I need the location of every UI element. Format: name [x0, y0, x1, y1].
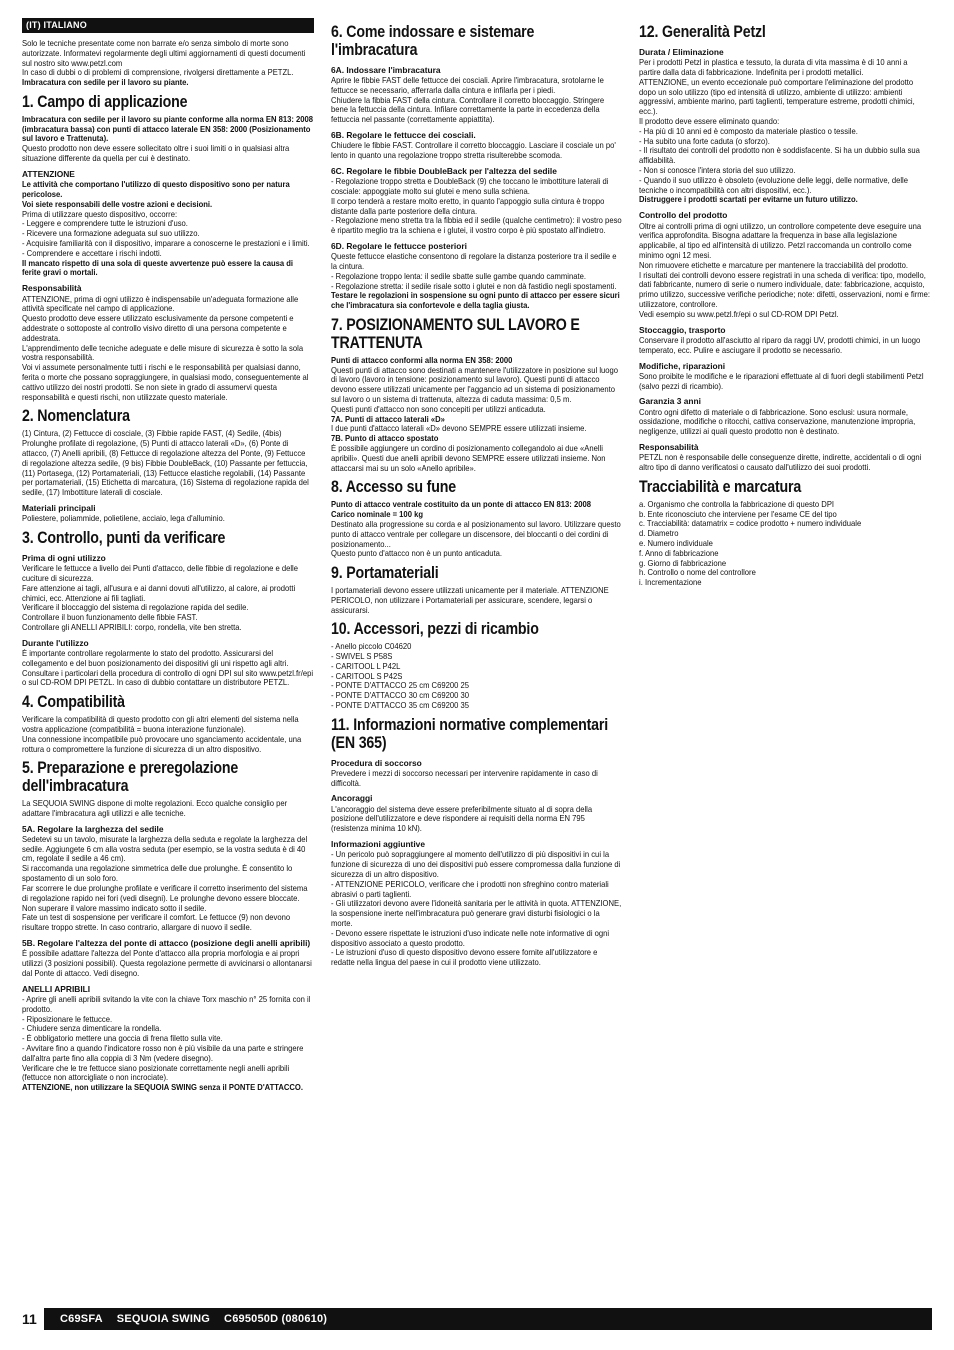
subsection-heading: Procedura di soccorso [331, 757, 422, 768]
paragraph-bold: Distruggere i prodotti scartati per evitarne un futuro utilizzo. [639, 195, 858, 205]
paragraph: I portamateriali devono essere utilizzati unicamente per il materiale. ATTENZIONE PERICOLO, non utilizzare i Portamateriali per assicurare, scendere, legarsi o assicurarsi. [331, 585, 609, 615]
paragraph: - Ha subito una forte caduta (o sforzo). [639, 136, 770, 146]
paragraph: Verificare le fettucce a livello dei Punti d'attacco, delle fibbie di regolazione e delle cuciture di sicurezza. [22, 564, 298, 583]
section-heading: 4. Compatibilità [22, 693, 125, 712]
subsection-heading: Prima di ogni utilizzo [22, 552, 106, 563]
paragraph: (1) Cintura, (2) Fettucce di cosciale, (3) Fibbie rapide FAST, (4) Sedile, (4bis) Prolunghe profilate di regolazione, (5) Punti di attacco laterali «D», (6) Ponte di attacco, (7) Anelli apribili, (8) Fettucce di regolazione altezza del Ponte, (9) Fettucce di regolazione altezza sedile, (9 bis) Fibbie DoubleBack, (10) Passante per fettuccia, (11) Portasega, (12) Portamateriali, (13) Fettucce elastiche regolabili, (14) Passante per portamateriali, (15) Etichetta di marcatura, (16) Sistema di regolazione rapida del sedile, (17) Imbottiture laterali di cosciale. [22, 429, 309, 498]
section-heading: 3. Controllo, punti da verificare [22, 529, 226, 548]
paragraph: Questi punti di attacco sono destinati a mantenere l'utilizzatore in posizione sul luogo di lavoro (lavoro in tensione: posizionamento sul lavoro). Questi punti di attacco devono essere utilizzati unicamente per l'aggancio ad un sistema di posizionamento sul lavoro o un sistema di trattenuta, altezza di caduta massima: 0,5 m. [331, 365, 619, 404]
product-name: SEQUOIA SWING [116, 1313, 211, 1325]
section-heading: 7. POSIZIONAMENTO SUL LAVORO E TRATTENUTA [331, 316, 580, 352]
paragraph: È importante controllare regolarmente lo stato del prodotto. Assicurarsi del collegamento e del buon posizionamento dei dispositivi gli uni rispetto agli altri. [22, 649, 289, 668]
subsection-heading: Materiali principali [22, 502, 96, 513]
section-heading: 8. Accesso su fune [331, 478, 456, 497]
paragraph: Il prodotto deve essere eliminato quando: [639, 116, 780, 126]
subsection-heading: 5B. Regolare l'altezza del ponte di attacco (posizione degli anelli apribili) [22, 937, 311, 948]
paragraph: a. Organismo che controlla la fabbricazione di questo DPI [639, 499, 835, 509]
paragraph: Controllare il buon funzionamento delle fibbie FAST. [22, 613, 198, 623]
paragraph: - Il risultato dei controlli del prodotto non è soddisfacente. Si ha un dubbio sulla sua affidabilità. [639, 146, 920, 166]
product-code: C69SFA [60, 1313, 103, 1325]
paragraph: Questi punti d'attacco non sono concepiti per utilizzi anticaduta. [331, 404, 546, 414]
paragraph: Prima di utilizzare questo dispositivo, occorre: [22, 209, 178, 219]
subsection-heading: Stoccaggio, trasporto [639, 324, 726, 335]
paragraph: - Non si conosce l'intera storia del suo utilizzo. [639, 166, 796, 175]
paragraph: f. Anno di fabbricazione [639, 548, 719, 558]
paragraph: Non rimuovere etichette e marcature per mantenere la tracciabilità del prodotto. [639, 260, 908, 270]
paragraph: - SWIVEL S P58S [331, 652, 393, 661]
paragraph-bold: ATTENZIONE, non utilizzare la SEQUOIA SWING senza il PONTE D'ATTACCO. [22, 1083, 304, 1093]
paragraph: È possibile aggiungere un cordino di posizionamento collegandolo ai due «Anelli apribili». Questi due anelli apribili devono SEMPRE essere utilizzati insieme. Non attaccarsi mai su un solo «Anello apribile». [331, 444, 606, 473]
subsection-heading: ANELLI APRIBILI [22, 983, 91, 994]
paragraph-bold: Imbracatura con sedile per il lavoro su piante conforme alla norma EN 813: 2008 (imbracatura bassa) con punti di attacco laterale EN 358: 2000 (Posizionamento sul lavoro e Trattenuta). [22, 114, 314, 144]
page-footer [22, 1308, 932, 1330]
paragraph: - CARITOOL S P42S [331, 671, 403, 681]
paragraph: Controllare gli ANELLI APRIBILI: corpo, rondella, vite ben stretta. [22, 622, 242, 632]
paragraph: Destinato alla progressione su corda e al posizionamento sul lavoro. Utilizzare questo punto di attacco ventrale per collegare un discensore, dei bloccanti o dei cordini di posizionamento... [331, 519, 621, 549]
paragraph: - Gli utilizzatori devono avere l'idoneità sanitaria per le attività in quota. ATTENZIONE, la sospensione inerte nell'imbracatura può generare gravi disturbi fisiologici o la morte. [331, 899, 622, 928]
paragraph: - Comprendere e accettare i rischi indotti. [22, 248, 162, 258]
subsection-heading: 6D. Regolare le fettucce posteriori [331, 240, 467, 251]
subsection-heading: Modifiche, riparazioni [639, 360, 726, 371]
paragraph: L'ancoraggio del sistema deve essere preferibilmente situato al di sopra della posizione dell'utilizzatore e deve rispondere ai requisiti della norma EN 795 (resistenza minima 10 kN). [331, 804, 593, 834]
subsection-heading: Responsabilità [639, 442, 699, 453]
paragraph: Chiudere le fibbie FAST. Controllare il corretto bloccaggio. Lasciare il cosciale un po' lento in quanto una regolazione troppo stretta risulterebbe scomoda. [331, 141, 616, 160]
paragraph: Queste fettucce elastiche consentono di regolare la distanza posteriore tra il sedile e la cintura. [331, 252, 617, 271]
paragraph: e. Numero individuale [639, 539, 713, 548]
section-heading: Tracciabilità e marcatura [639, 477, 802, 496]
paragraph-bold: Il mancato rispetto di una sola di queste avvertenze può essere la causa di ferite gravi o mortali. [22, 258, 294, 278]
paragraph: - Regolazione meno stretta tra la fibbia ed il sedile (qualche centimetro): il vostro peso è ripartito meglio tra la schiena e i glutei, il vostro corpo è più spostato all'indietro. [331, 216, 622, 236]
paragraph: - ATTENZIONE PERICOLO, verificare che i prodotti non sfreghino contro materiali abrasivi o parti taglienti. [331, 879, 609, 899]
paragraph: La SEQUOIA SWING dispone di molte regolazioni. Ecco qualche consiglio per adattare l'imbracatura agli utilizzi e alle tecniche. [22, 798, 288, 818]
paragraph: Sono proibite le modifiche e le riparazioni effettuate al di fuori degli stabilimenti Petzl (salvo pezzi di ricambio). [639, 371, 924, 391]
paragraph-bold: 7B. Punto di attacco spostato [331, 434, 439, 444]
subsection-heading: Controllo del prodotto [639, 210, 728, 221]
subsection-heading: Responsabilità [22, 283, 82, 294]
paragraph: - Regolazione stretta: il sedile risale sotto i glutei e non dà fastidio negli spostamenti. [331, 281, 617, 291]
document-page [22, 18, 932, 1288]
paragraph: - È obbligatorio mettere una goccia di frena filetto sulla vite. [22, 1034, 223, 1044]
paragraph: - Ha più di 10 anni ed è composto da materiale plastico o tessile. [639, 126, 858, 136]
paragraph-bold: Voi siete responsabili delle vostre azioni e decisioni. [22, 199, 213, 209]
paragraph: PETZL non è responsabile delle conseguenze dirette, indirette, accidentali o di ogni altro tipo di danno verificatosi o causato dall'utilizzo dei suoi prodotti. [639, 453, 922, 473]
paragraph: Poliestere, poliammide, polietilene, acciaio, lega d'alluminio. [22, 514, 225, 524]
paragraph: Questo punto d'attacco non è un punto anticaduta. [331, 549, 503, 559]
paragraph-bold: Testare le regolazioni in sospensione su ogni punto di attacco per essere sicuri che l'imbracatura sia confortevole e della taglia giusta. [331, 291, 620, 311]
paragraph: - Quando il suo utilizzo è obsoleto (evoluzione delle leggi, delle normative, delle tecniche o incompatibilità con altri dispositivi, ecc.). [639, 175, 908, 195]
paragraph: Una connessione incompatibile può provocare uno sganciamento accidentale, una rottura o compromettere la funzione di sicurezza di un altro dispositivo. [22, 734, 302, 754]
section-heading: 12. Generalità Petzl [639, 23, 766, 41]
paragraph: i. Incrementazione [639, 578, 702, 588]
page-number: 11 [22, 1311, 37, 1327]
section-heading: 11. Informazioni normative complementari (EN 365) [331, 715, 609, 752]
paragraph: Verificare che le tre fettucce siano posizionate correttamente negli anelli apribili (fettucce non attorcigliate o non incrociate). [22, 1063, 290, 1083]
paragraph-bold: Punti di attacco conformi alla norma EN 358: 2000 [331, 355, 513, 365]
paragraph: - Regolazione troppo stretta e DoubleBack (9) che toccano le imbottiture laterali di cosciale: appoggiate molto sui glutei e meno sulla schiena. [331, 177, 609, 196]
paragraph: Sedetevi su un tavolo, misurate la larghezza della seduta e regolate la larghezza del sedile. Aggiungete 6 cm alla vostra seduta (per esempio, se la vostra seduta è di 40 cm, regolate il sedile a 46 cm). [22, 834, 308, 864]
paragraph: Oltre ai controlli prima di ogni utilizzo, un controllore competente deve eseguire una verifica approfondita. Bisogna adattare la frequenza in base alla legislazione applicabile, al tipo ed all'intensità di utilizzo. Petzl raccomanda un controllo come minimo ogni 12 mesi. [639, 221, 922, 260]
paragraph: - Ricevere una formazione adeguata sul suo utilizzo. [22, 229, 200, 239]
paragraph: - PONTE D'ATTACCO 25 cm C69200 25 [331, 681, 469, 691]
paragraph: Questo prodotto non deve essere sollecitato oltre i suoi limiti o in qualsiasi altra situazione differente da quella per cui è destinato. [22, 144, 290, 164]
paragraph: L'apprendimento delle tecniche adeguate e delle misure di sicurezza è sotto la sola vostra responsabilità. [22, 343, 304, 363]
paragraph: - Devono essere rispettate le istruzioni d'uso indicate nelle note informative di ogni dispositivo associato a questo prodotto. [331, 928, 610, 948]
language-label: (IT) ITALIANO [22, 18, 314, 33]
paragraph: - CARITOOL L P42L [331, 661, 401, 671]
paragraph: - Leggere e comprendere tutte le istruzioni d'uso. [22, 219, 188, 229]
paragraph: - Chiudere senza dimenticare la rondella. [22, 1024, 162, 1034]
paragraph: - PONTE D'ATTACCO 35 cm C69200 35 [331, 701, 469, 711]
paragraph: Fare attenzione ai tagli, all'usura e ai danni dovuti all'utilizzo, al calore, ai prodotti chimici, ecc. Attenzione ai fili tagliati. [22, 583, 296, 603]
paragraph: - Acquisire familiarità con il dispositivo, imparare a conoscerne le prestazioni e i limiti. [22, 239, 310, 249]
subsection-heading: 6A. Indossare l'imbracatura [331, 64, 441, 75]
paragraph: Questo prodotto deve essere utilizzato esclusivamente da persone competenti e addestrate o sottoposte al controllo visivo diretto di una persona competente e addestrata. [22, 314, 294, 343]
paragraph: Consultare i particolari della procedura di controllo di ogni DPI sul sito www.petzl.fr/epi o sul CD-ROM DPI PETZL. In caso di dubbio contattare un distributore PETZL. [22, 668, 314, 688]
paragraph: I risultati dei controlli devono essere registrati in una scheda di verifica: tipo, modello, dati fabbricante, numero di serie o numero individuale, date: fabbricazione, acquisto, primo utilizzo, successive verifiche periodiche; note: difetti, osservazioni, nomi e firme: utilizzatore, controllore. [639, 270, 931, 309]
paragraph: Voi vi assumete personalmente tutti i rischi e le responsabilità per qualsiasi danno, ferita o morte che possano sopraggiungere, in qualsiasi modo, conseguentemente al cattivo utilizzo dei nostri prodotti. Se non siete in grado di assumervi questa responsabilità e questi rischi, non utilizzate questo materiale. [22, 363, 309, 402]
paragraph-bold: Le attività che comportano l'utilizzo di questo dispositivo sono per natura pericolose. [22, 180, 290, 199]
column-2 [331, 18, 623, 968]
paragraph-bold: 7A. Punti di attacco laterali «D» [331, 414, 445, 424]
paragraph: - Le istruzioni d'uso di questo dispositivo devono essere fornite all'utilizzatore e redatte nella lingua del paese in cui il prodotto viene utilizzato. [331, 948, 598, 968]
column-3 [639, 18, 931, 588]
paragraph: - Avvitare fino a quando l'indicatore rosso non è più visibile da una parte e stringere dall'altra parte fino alla coppia di 3 Nm (vedere disegno). [22, 1043, 304, 1063]
paragraph: b. Ente riconosciuto che interviene per l'esame CE del tipo [639, 509, 837, 519]
subsection-heading: Durante l'utilizzo [22, 637, 89, 648]
subsection-heading: Durata / Eliminazione [639, 46, 724, 57]
paragraph: Far scorrere le due prolunghe profilate e verificare il corretto inserimento del sistema di regolazione rapido nei fori (vedi disegni). Le prolunghe devono essere bloccate. Non superare il valore massimo indicato sotto il sedile. [22, 883, 308, 913]
subsection-heading: Informazioni aggiuntive [331, 839, 425, 850]
paragraph: Solo le tecniche presentate come non barrate e/o senza simbolo di morte sono autorizzate. Informatevi regolarmente degli ultimi aggiornamenti di questi documenti sul nostro sito www.petzl.com [22, 38, 306, 68]
section-heading: 2. Nomenclatura [22, 407, 130, 426]
subsection-heading: 6B. Regolare le fettucce dei cosciali. [331, 129, 476, 140]
document-reference: C695050D (080610) [224, 1313, 328, 1325]
paragraph: - PONTE D'ATTACCO 30 cm C69200 30 [331, 691, 469, 701]
paragraph: - Anello piccolo C04620 [331, 642, 412, 652]
section-heading: 1. Campo di applicazione [22, 93, 188, 112]
subsection-heading: Garanzia 3 anni [639, 396, 701, 407]
subsection-heading: 5A. Regolare la larghezza del sedile [22, 823, 164, 834]
paragraph: Vedi esempio su www.petzl.fr/epi o sul CD-ROM DPI Petzl. [639, 309, 839, 319]
paragraph: - Un pericolo può sopraggiungere al momento dell'utilizzo di più dispositivi in cui la funzione di sicurezza di uno dei dispositivi può essere compromessa dalla funzione di sicurezza di un altro dispositivo. [331, 850, 621, 879]
paragraph: g. Giorno di fabbricazione [639, 558, 727, 568]
column-1 [22, 18, 314, 1093]
footer-bar [44, 1308, 932, 1330]
paragraph: Chiudere la fibbia FAST della cintura. Controllare il corretto bloccaggio. Stringere bene la fettuccia della cintura. Infilare correttamente la parte in eccedenza della fettuccia nel passante (correttamente appiattita). [331, 95, 605, 125]
paragraph: I due punti d'attacco laterali «D» devono SEMPRE essere utilizzati insieme. [331, 424, 587, 434]
section-heading: 10. Accessori, pezzi di ricambio [331, 620, 539, 639]
paragraph: Conservare il prodotto all'asciutto al riparo da raggi UV, prodotti chimici, in un luogo temperato, ecc. Pulire e asciugare il prodotto se necessario. [639, 335, 921, 355]
paragraph: - Regolazione troppo lenta: il sedile sbatte sulle gambe quando camminate. [331, 271, 586, 281]
paragraph: Si raccomanda una regolazione simmetrica delle due prolunghe. È consentito lo spostamento di un solo foro. [22, 864, 293, 884]
section-heading: 9. Portamateriali [331, 564, 439, 583]
paragraph: Verificare il bloccaggio del sistema di regolazione rapida del sedile. [22, 603, 249, 613]
subsection-heading: 6C. Regolare le fibbie DoubleBack per l'altezza del sedile [331, 165, 557, 176]
paragraph: Contro ogni difetto di materiale o di fabbricazione. Sono esclusi: usura normale, ossidazione, modifiche o ritocchi, cattiva conservazione, manutenzione impropria, negligenze, utilizzi ai quali questo prodotto non è destinato. [639, 407, 916, 437]
paragraph: ATTENZIONE, un evento eccezionale può comportare l'eliminazione del prodotto dopo un solo utilizzo (tipo ed intensità di utilizzo, ambiente di utilizzo: ambienti aggressivi, ambiente marino, parti taglienti, temperature estreme, prodotti chimici, ecc.). [639, 77, 915, 117]
section-heading: 5. Preparazione e preregolazione dell'imbracatura [22, 759, 239, 796]
paragraph: Fate un test di sospensione per verificare il comfort. Le fettucce (9) non devono risultare troppo strette. In caso contrario, allargare di nuovo il sedile. [22, 913, 291, 933]
section-heading: 6. Come indossare e sistemare l'imbracatura [331, 23, 535, 59]
paragraph: Verificare la compatibilità di questo prodotto con gli altri elementi del sistema nella vostra applicazione (compatibilità = buona interazione funzionale). [22, 715, 299, 734]
paragraph-bold: Carico nominale = 100 kg [331, 510, 423, 520]
subsection-heading: Ancoraggi [331, 793, 373, 804]
paragraph: Il corpo tenderà a restare molto eretto, in quanto l'appoggio sulla cintura è troppo distante dalla parte posteriore della cintura. [331, 196, 605, 216]
subsection-heading: ATTENZIONE [22, 168, 75, 179]
paragraph: - Riposizionare le fettucce. [22, 1014, 113, 1024]
paragraph-bold: Punto di attacco ventrale costituito da un ponte di attacco EN 813: 2008 [331, 500, 591, 510]
paragraph-bold: Imbracatura con sedile per il lavoro su piante. [22, 78, 189, 88]
paragraph: c. Tracciabilità: datamatrix = codice prodotto + numero individuale [639, 519, 862, 529]
paragraph: Per i prodotti Petzl in plastica e tessuto, la durata di vita massima è di 10 anni a partire dalla data di fabbricazione. Indefinita per i prodotti metallici. [639, 58, 908, 77]
paragraph: d. Diametro [639, 529, 679, 539]
paragraph: Prevedere i mezzi di soccorso necessari per intervenire rapidamente in caso di difficoltà. [331, 768, 598, 788]
paragraph: - Aprire gli anelli apribili svitando la vite con la chiave Torx maschio n° 25 fornita con il prodotto. [22, 994, 311, 1014]
paragraph: Aprire le fibbie FAST delle fettucce dei cosciali. Aprire l'imbracatura, srotolarne le fettucce se necessario, afferrarla dalla cintura e infilarla per i piedi. [331, 75, 604, 95]
paragraph: h. Controllo o nome del controllore [639, 568, 756, 578]
paragraph: ATTENZIONE, prima di ogni utilizzo è indispensabile un'adeguata formazione alle attività specificate nel campo di applicazione. [22, 294, 299, 314]
paragraph: In caso di dubbi o di problemi di comprensione, rivolgersi direttamente a PETZL. [22, 68, 294, 78]
paragraph: È possibile adattare l'altezza del Ponte d'attacco alla propria morfologia e ai propri utilizzi (3 posizioni possibili). Questa regolazione permette di avvicinarsi o allontanarsi dal Ponte di attacco. Vedi disegno. [22, 949, 312, 978]
